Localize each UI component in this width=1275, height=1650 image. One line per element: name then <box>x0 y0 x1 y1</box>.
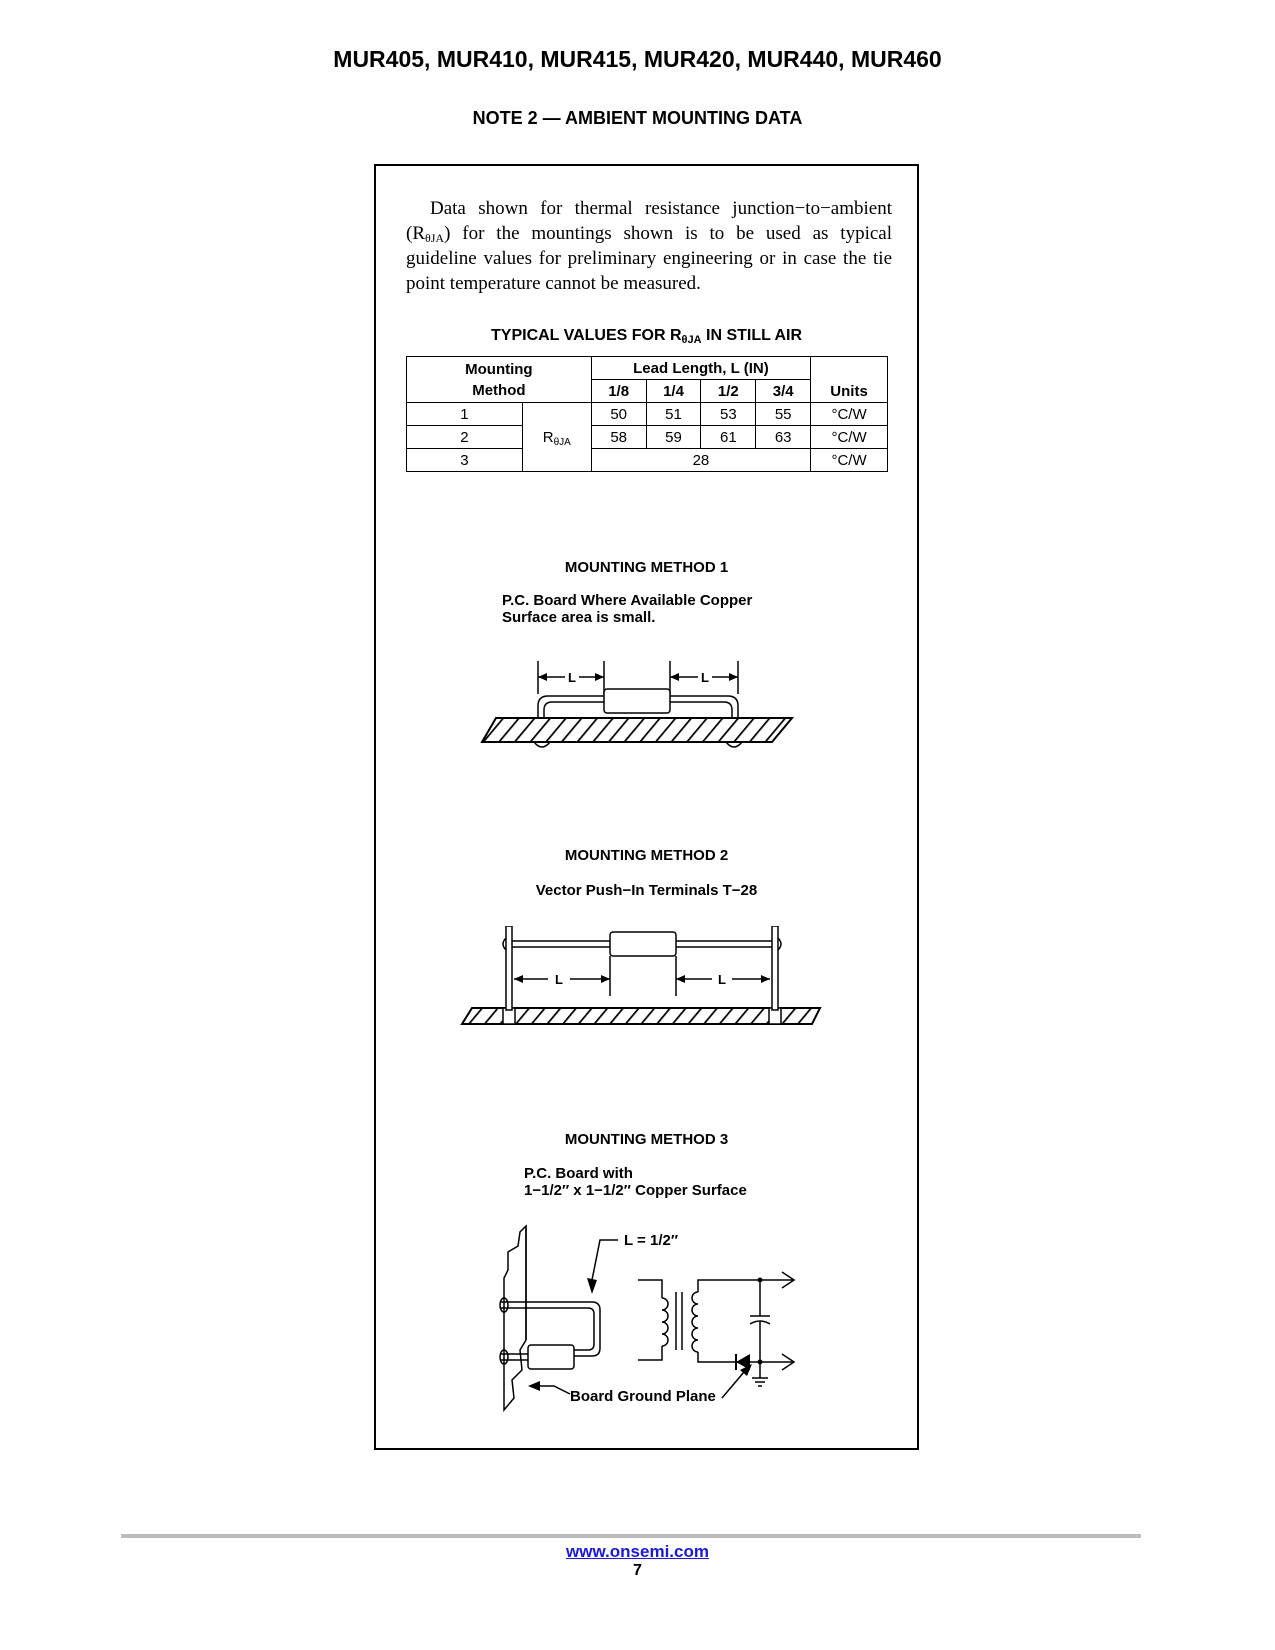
header-mounting-method: Mounting Method <box>407 357 592 403</box>
symbol-subscript: θJA <box>553 436 571 448</box>
method1-title: MOUNTING METHOD 1 <box>564 559 729 576</box>
method2-description: Vector Push−In Terminals T−28 <box>535 882 758 899</box>
intro-text-b: ) for the mountings shown is to be used as typical guideline values for preliminary engineering or in case the tie point temperature cannot be measured. <box>406 223 892 294</box>
method2-label-l: L <box>718 972 726 987</box>
intro-text-a: Data shown for thermal resistance junction−to−ambient (R <box>406 198 892 244</box>
diode-body <box>604 689 670 713</box>
value-cell: 63 <box>756 426 811 449</box>
symbol-text: R <box>542 428 554 446</box>
method1-diagram <box>476 656 806 756</box>
thermal-resistance-table <box>406 356 888 472</box>
method1-desc-line2: Surface area is small. <box>502 609 656 626</box>
lead-wire <box>670 696 738 718</box>
table-row <box>407 449 888 472</box>
lead-wire <box>538 696 604 718</box>
document-title: MUR405, MUR410, MUR415, MUR420, MUR440, MUR460 <box>333 46 942 72</box>
push-in-terminal <box>506 926 512 1010</box>
method3-diagram <box>496 1220 816 1430</box>
footer-divider <box>121 1534 1141 1538</box>
note-title: NOTE 2 — AMBIENT MOUNTING DATA <box>472 108 803 128</box>
pc-board-edge <box>504 1226 526 1410</box>
method2-label-l: L <box>555 972 563 987</box>
table-row <box>407 426 888 449</box>
lead-wire <box>670 702 732 718</box>
method1-label-l: L <box>701 670 709 685</box>
header-length: 1/4 <box>646 380 701 403</box>
method3-description <box>524 1165 747 1199</box>
method-cell: 1 <box>407 403 523 426</box>
page-number: 7 <box>633 1562 642 1579</box>
method1-description <box>502 592 752 626</box>
pc-board <box>482 718 792 742</box>
diode-body <box>528 1345 574 1369</box>
header-length: 3/4 <box>756 380 811 403</box>
method2-title: MOUNTING METHOD 2 <box>564 847 729 864</box>
value-cell: 53 <box>701 403 756 426</box>
table-row <box>407 403 888 426</box>
value-cell: 58 <box>591 426 646 449</box>
method1-desc-line1: P.C. Board Where Available Copper <box>502 592 753 609</box>
units-cell: °C/W <box>811 449 888 472</box>
symbol-cell <box>522 403 591 472</box>
method3-desc-line2: 1−1/2″ x 1−1/2″ Copper Surface <box>524 1182 747 1199</box>
units-cell: °C/W <box>811 403 888 426</box>
diode-symbol <box>736 1354 750 1370</box>
table-title-a: TYPICAL VALUES FOR R <box>491 327 682 344</box>
value-cell: 55 <box>756 403 811 426</box>
table-title-subscript: θJA <box>681 334 702 346</box>
method3-lead-label: L = 1/2″ <box>624 1232 679 1249</box>
table-title <box>376 327 917 345</box>
method-cell: 2 <box>407 426 523 449</box>
value-cell: 61 <box>701 426 756 449</box>
method3-ground-label: Board Ground Plane <box>570 1388 716 1405</box>
method1-label-l: L <box>568 670 576 685</box>
method2-diagram <box>456 926 836 1026</box>
value-cell: 51 <box>646 403 701 426</box>
merged-value-cell: 28 <box>591 449 810 472</box>
header-length: 1/2 <box>701 380 756 403</box>
table-title-b: IN STILL AIR <box>701 327 802 344</box>
method3-desc-line1: P.C. Board with <box>524 1165 633 1182</box>
lead-wire <box>544 702 604 718</box>
transformer-primary <box>638 1280 662 1298</box>
value-cell: 50 <box>591 403 646 426</box>
header-length: 1/8 <box>591 380 646 403</box>
website-link[interactable]: www.onsemi.com <box>566 1542 709 1561</box>
mounting-data-frame <box>374 164 919 1450</box>
diode-body <box>610 932 676 956</box>
units-cell: °C/W <box>811 426 888 449</box>
header-lead-length: Lead Length, L (IN) <box>591 357 810 380</box>
method3-title: MOUNTING METHOD 3 <box>564 1131 729 1148</box>
method-cell: 3 <box>407 449 523 472</box>
intro-paragraph <box>406 196 892 296</box>
header-units: Units <box>811 357 888 403</box>
intro-subscript: θJA <box>425 231 445 245</box>
transformer-secondary <box>698 1280 720 1292</box>
push-in-terminal <box>772 926 778 1010</box>
value-cell: 59 <box>646 426 701 449</box>
